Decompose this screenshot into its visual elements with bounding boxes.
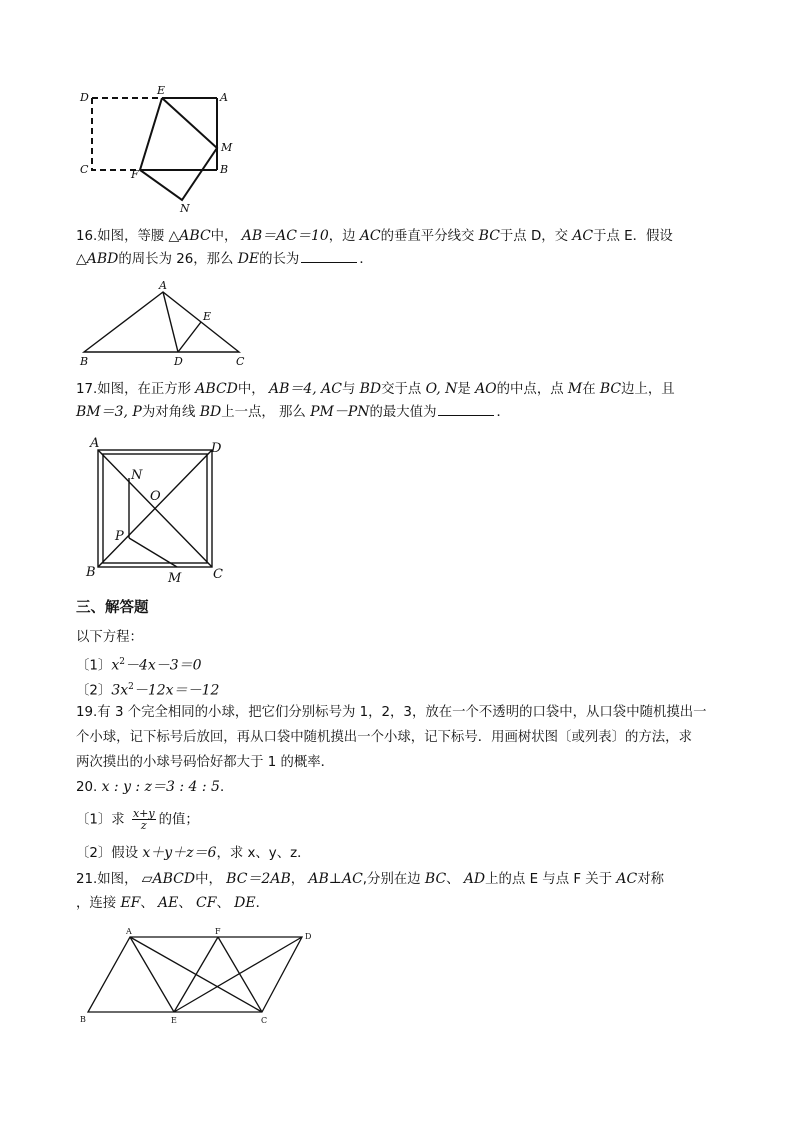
fig17-label-b: B bbox=[86, 565, 96, 580]
q20-head: 20. x : y : z＝3 : 4 : 5． bbox=[76, 779, 234, 795]
section-heading: 三、解答题 bbox=[76, 600, 149, 616]
fig21-label-f: F bbox=[215, 927, 221, 936]
fig15-label-a: A bbox=[220, 91, 228, 104]
q19-line-3: 两次摸出的小球号码恰好都大于 1 的概率． bbox=[76, 755, 335, 770]
fig15-label-e: E bbox=[157, 84, 166, 97]
fig17-label-n: N bbox=[131, 468, 143, 483]
q18-part-1: 〔1〕$x^2-4x-3=0$ bbox=[76, 657, 202, 674]
q21-line-2: ，连接 EF、 AE、 CF、 DE． bbox=[76, 895, 269, 911]
fig15-label-c: C bbox=[80, 163, 89, 176]
q17-line-2: BM＝3, P为对角线 BD上一点， 那么 PM－PN的最大值为 ． bbox=[76, 404, 510, 420]
fig21-label-d: D bbox=[305, 932, 312, 941]
fig16-label-d: D bbox=[174, 355, 183, 368]
fig17-label-m: M bbox=[168, 571, 182, 586]
fig17-label-o: O bbox=[150, 489, 161, 504]
fig21-ae bbox=[130, 937, 174, 1012]
q19-line-1: 19.有 3 个完全相同的小球，把它们分别标号为 1，2，3，放在一个不透明的口袋中，从口袋中随机摸出一 bbox=[76, 705, 707, 720]
fig15-label-b: B bbox=[220, 163, 229, 176]
fig15-label-n: N bbox=[180, 202, 190, 215]
fig21-label-b: B bbox=[80, 1015, 86, 1024]
fig15-label-m: M bbox=[221, 141, 233, 154]
fig21-label-e: E bbox=[171, 1016, 177, 1025]
q20-part-1: 〔1〕求 $\frac{x+y}{z}$ 的值； bbox=[76, 807, 199, 832]
q19-line-2: 个小球，记下标号后放回，再从口袋中随机摸出一个小球，记下标号．用画树状图〔或列表〕的方法，求 bbox=[76, 730, 692, 745]
fig16-label-e: E bbox=[203, 310, 212, 323]
q18-intro: 以下方程： bbox=[76, 630, 143, 645]
fig21-ef bbox=[174, 937, 218, 1012]
fig21-label-a: A bbox=[126, 927, 132, 936]
fig16-label-a: A bbox=[159, 279, 167, 292]
q16-line-1: 16.如图，等腰 △ABC中， AB＝AC＝10，边 AC的垂直平分线交 BC于点 D，交 AC于点 E．假设 bbox=[76, 228, 673, 244]
fig16-label-b: B bbox=[80, 355, 89, 368]
q16-line-2: △ABD的周长为 26，那么 DE的长为 ． bbox=[76, 251, 373, 267]
fig17-label-d: D bbox=[211, 441, 222, 456]
q21-line-1: 21.如图， ▱ABCD中， BC＝2AB， AB⊥AC,分别在边 BC、 AD上的点 E 与点 F 关于 AC对称 bbox=[76, 871, 664, 887]
q18-part-2: 〔2〕$3x^2-12x=-12$ bbox=[76, 682, 220, 699]
fraction: $\frac{x+y}{z}$ bbox=[132, 807, 155, 832]
fig16-label-c: C bbox=[236, 355, 245, 368]
fig15-label-d: D bbox=[80, 91, 89, 104]
fig17-label-c: C bbox=[213, 567, 223, 582]
fig21-fc bbox=[218, 937, 262, 1012]
fig21-label-c: C bbox=[261, 1016, 268, 1025]
q17-line-1: 17.如图，在正方形 ABCD中， AB＝4, AC与 BD交于点 O, N是 AO的中点，点 M在 BC边上，且 bbox=[76, 381, 675, 397]
fig17-label-a: A bbox=[90, 436, 100, 451]
fig21-de bbox=[174, 937, 302, 1012]
fig15-label-f: F bbox=[131, 168, 139, 181]
q20-part-2: 〔2〕假设 x＋y＋z＝6，求 x、y、z． bbox=[76, 845, 311, 861]
fig17-label-p: P bbox=[115, 529, 124, 544]
